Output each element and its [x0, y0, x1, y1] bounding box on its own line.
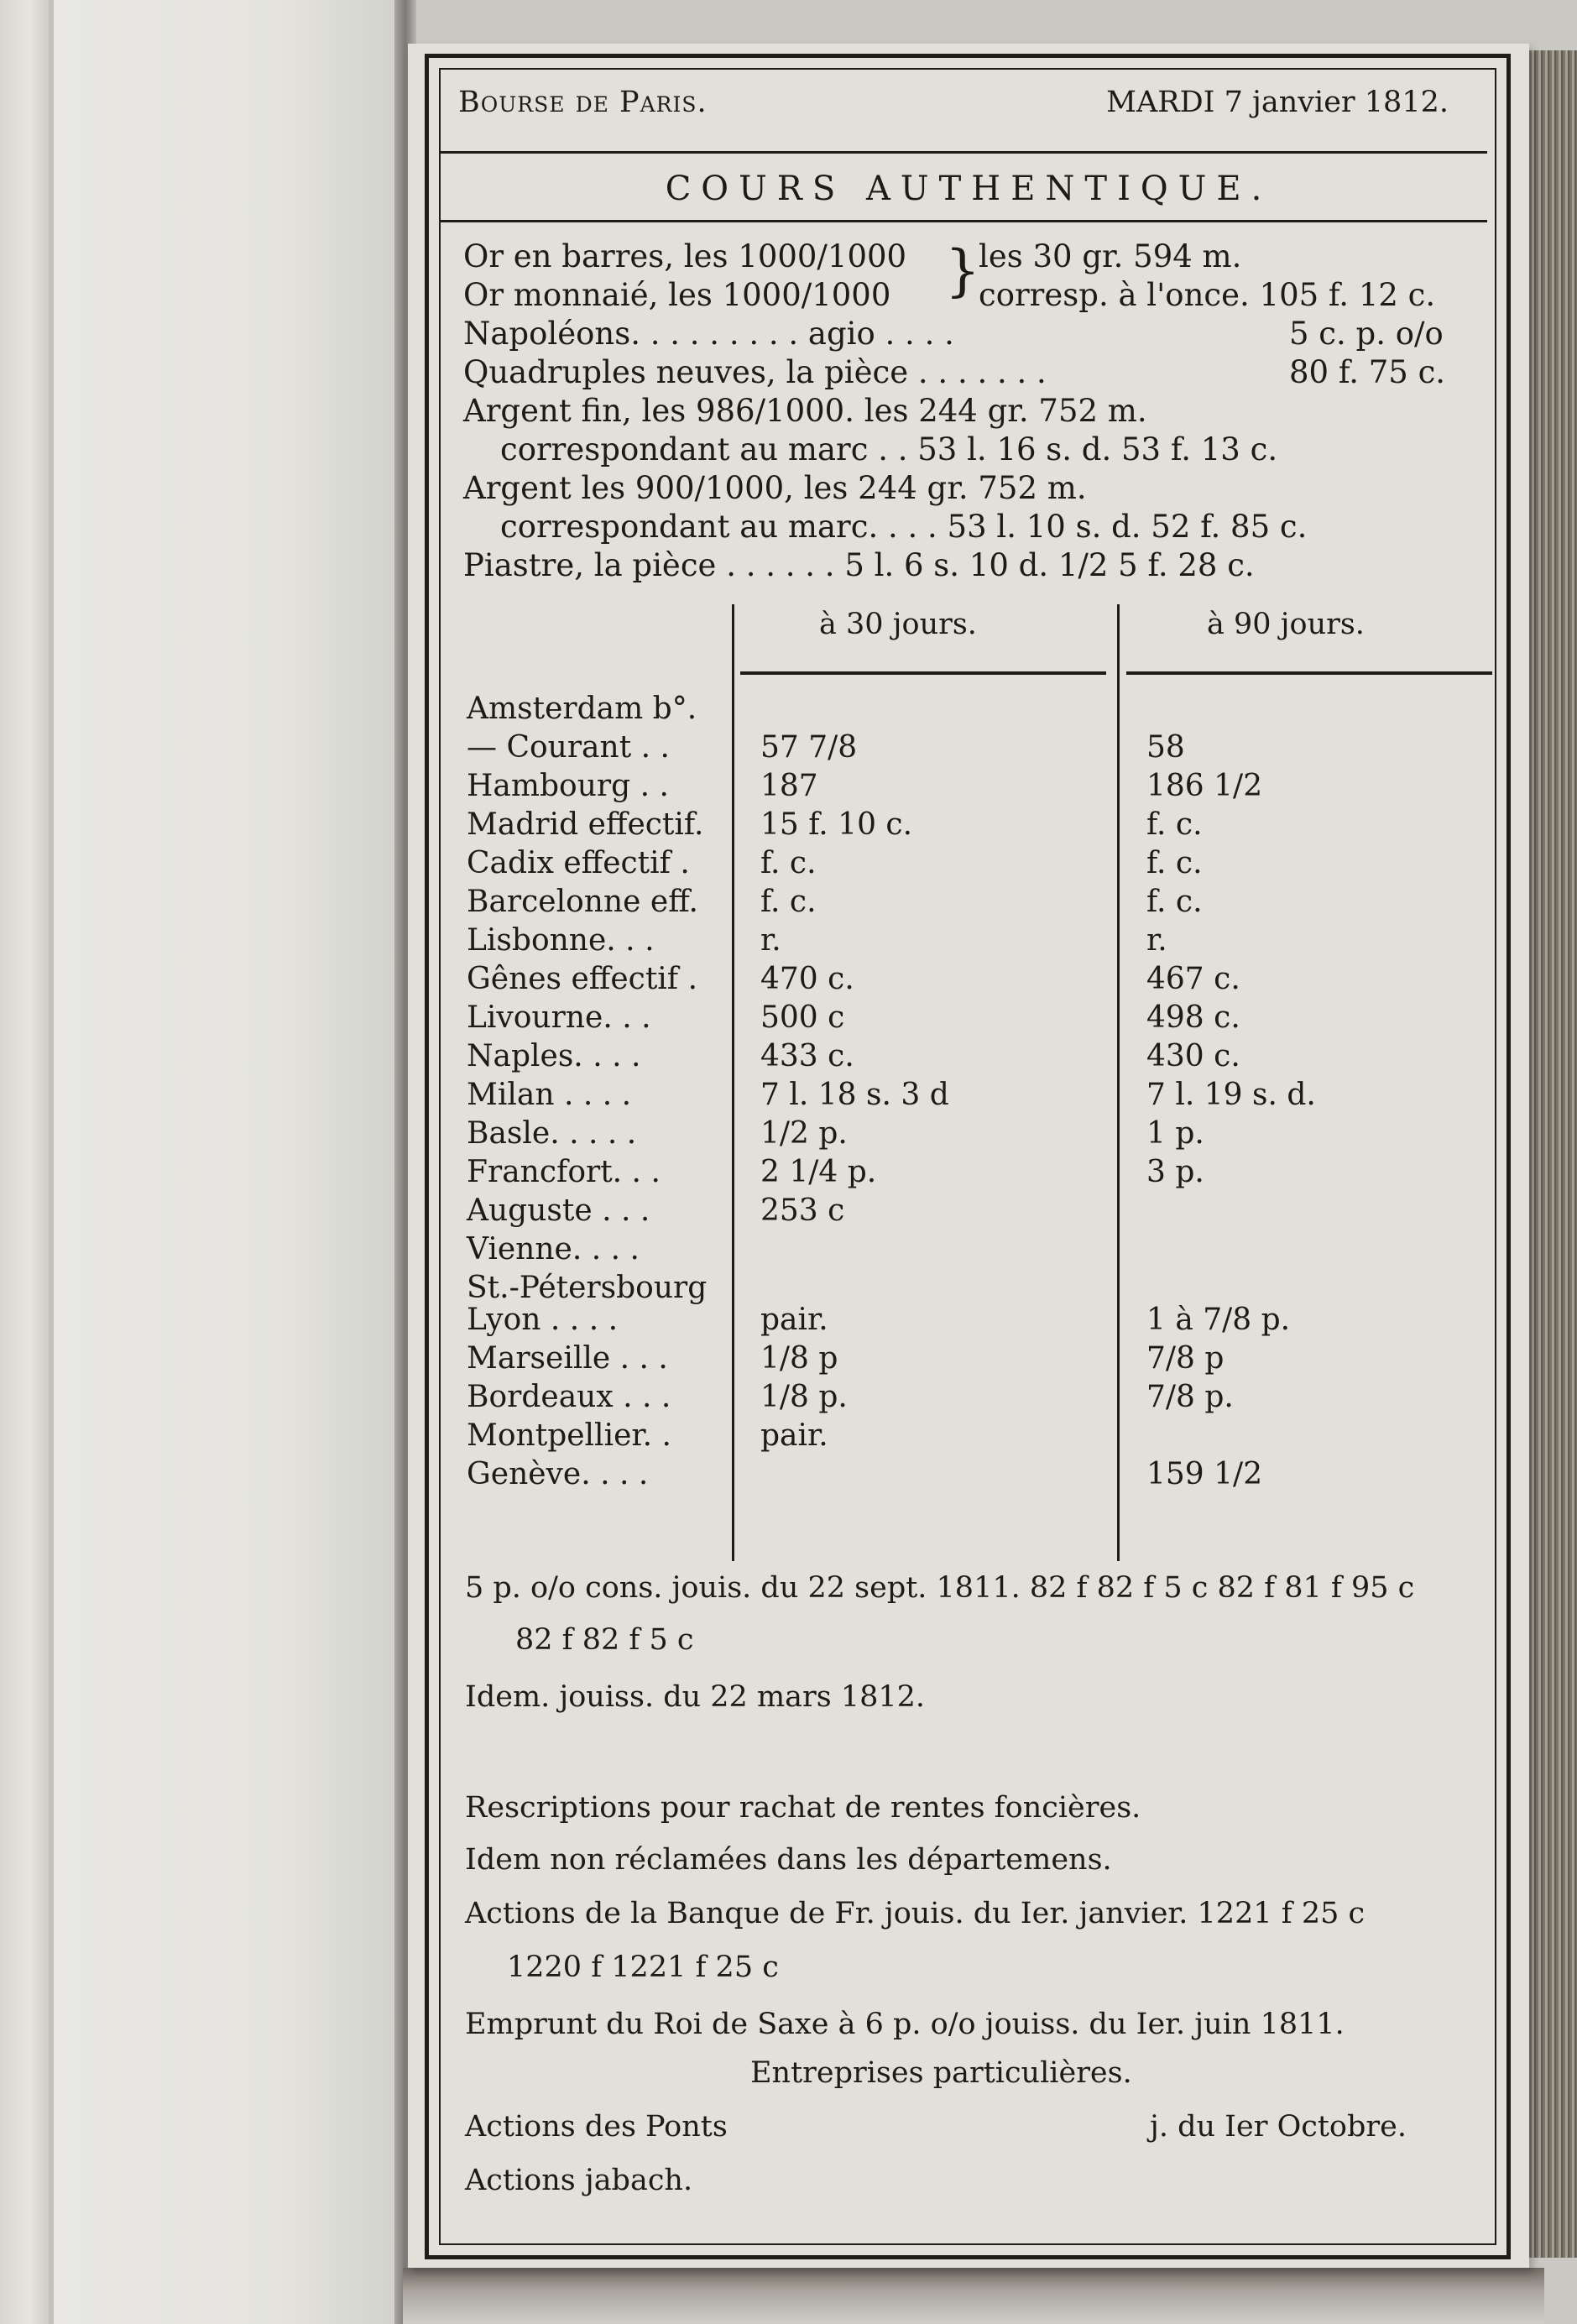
row-place: Amsterdam b°.: [467, 692, 697, 726]
metal-line: Napoléons. . . . . . . . . agio . . . .: [463, 316, 954, 352]
row-value-30: f. c.: [760, 885, 817, 919]
row-value-30: 2 1/4 p.: [760, 1155, 877, 1189]
table-divider-2: [1117, 604, 1120, 1561]
metal-line-right: corresp. à l'once. 105 f. 12 c.: [979, 277, 1436, 313]
row-place: Marseille . . .: [467, 1341, 668, 1376]
row-value-30: pair.: [760, 1418, 828, 1453]
row-place: Francfort. . .: [467, 1155, 661, 1189]
row-place: Lyon . . . .: [467, 1303, 619, 1337]
row-value-30: 57 7/8: [760, 730, 858, 765]
row-value-90: 467 c.: [1146, 962, 1240, 996]
banque-line: Actions de la Banque de Fr. jouis. du Ier. janvier. 1221 f 25 c: [465, 1897, 1366, 1930]
row-value-90: 7 l. 19 s. d.: [1146, 1078, 1316, 1112]
page-title: COURS AUTHENTIQUE.: [665, 170, 1272, 208]
row-value-30: 7 l. 18 s. 3 d: [760, 1078, 949, 1112]
bourse-page: [408, 44, 1529, 2268]
row-value-90: 186 1/2: [1146, 769, 1263, 803]
row-value-90: 3 p.: [1146, 1155, 1204, 1189]
header-date: MARDI 7 janvier 1812.: [1106, 86, 1449, 119]
row-place: Cadix effectif .: [467, 846, 690, 880]
entreprises-heading: Entreprises particulières.: [750, 2056, 1132, 2090]
metal-line: Argent les 900/1000, les 244 gr. 752 m.: [463, 470, 1087, 506]
row-place: Vienne. . . .: [467, 1232, 640, 1266]
left-page-strip: [0, 0, 49, 2324]
table-divider-1: [732, 604, 734, 1561]
metal-line-right: 5 c. p. o/o: [1289, 316, 1444, 352]
row-value-30: 433 c.: [760, 1039, 854, 1073]
column-rule-30: [740, 671, 1106, 675]
row-value-30: pair.: [760, 1303, 828, 1337]
metal-line-right: les 30 gr. 594 m.: [979, 238, 1242, 274]
row-value-30: 1/8 p.: [760, 1380, 848, 1414]
idem-line: Idem. jouiss. du 22 mars 1812.: [465, 1680, 926, 1714]
row-value-90: 430 c.: [1146, 1039, 1240, 1073]
metal-line: correspondant au marc . . 53 l. 16 s. d. 53 f. 13 c.: [500, 431, 1278, 467]
row-value-90: f. c.: [1146, 846, 1203, 880]
row-place: Auguste . . .: [467, 1193, 650, 1228]
row-place: Barcelonne eff.: [467, 885, 698, 919]
row-place: Montpellier. .: [467, 1418, 671, 1453]
column-header-90: à 90 jours.: [1207, 608, 1365, 641]
idem-non-line: Idem non réclamées dans les départemens.: [465, 1843, 1112, 1877]
row-place: Madrid effectif.: [467, 807, 704, 842]
header-left: Bourse de Paris.: [458, 86, 708, 119]
row-place: Lisbonne. . .: [467, 923, 655, 958]
row-value-90: 1 p.: [1146, 1116, 1204, 1151]
row-value-90: 58: [1146, 730, 1185, 765]
header-rule: [440, 151, 1487, 154]
row-place: Genève. . . .: [467, 1457, 649, 1491]
row-value-90: f. c.: [1146, 885, 1203, 919]
row-value-30: 15 f. 10 c.: [760, 807, 913, 842]
metal-line: Or en barres, les 1000/1000: [463, 238, 907, 274]
jabach-line: Actions jabach.: [465, 2164, 693, 2197]
column-header-30: à 30 jours.: [819, 608, 977, 641]
metal-line-right: 80 f. 75 c.: [1289, 354, 1446, 390]
page-edges: [1529, 50, 1577, 2258]
row-value-30: 1/8 p: [760, 1341, 838, 1376]
row-place: Bordeaux . . .: [467, 1380, 671, 1414]
banque-line-2: 1220 f 1221 f 25 c: [507, 1951, 779, 1984]
row-value-30: 253 c: [760, 1193, 845, 1228]
rentes-line-2: 82 f 82 f 5 c: [515, 1623, 694, 1657]
row-place: Basle. . . . .: [467, 1116, 637, 1151]
row-value-90: 159 1/2: [1146, 1457, 1263, 1491]
row-value-30: f. c.: [760, 846, 817, 880]
row-value-30: 187: [760, 769, 818, 803]
ponts-date: j. du Ier Octobre.: [1150, 2110, 1407, 2144]
emprunt-line: Emprunt du Roi de Saxe à 6 p. o/o jouiss. du Ier. juin 1811.: [465, 2008, 1345, 2041]
row-place: Naples. . . .: [467, 1039, 641, 1073]
metal-line: correspondant au marc. . . . 53 l. 10 s. d. 52 f. 85 c.: [500, 509, 1308, 545]
row-value-90: 1 à 7/8 p.: [1146, 1303, 1291, 1337]
row-value-30: 470 c.: [760, 962, 854, 996]
row-place: Milan . . . .: [467, 1078, 632, 1112]
metal-line: Or monnaié, les 1000/1000: [463, 277, 891, 313]
row-place: Hambourg . .: [467, 769, 669, 803]
left-blank-page: [0, 0, 401, 2324]
row-place: — Courant . .: [467, 730, 670, 765]
ponts-line: Actions des Ponts: [465, 2110, 728, 2144]
metal-line: Piastre, la pièce . . . . . . 5 l. 6 s. 10 d. 1/2 5 f. 28 c.: [463, 547, 1255, 583]
page-header: [458, 77, 1449, 128]
column-rule-90: [1126, 671, 1492, 675]
row-value-90: 498 c.: [1146, 1000, 1240, 1035]
row-value-90: r.: [1146, 923, 1167, 958]
metal-line: Quadruples neuves, la pièce . . . . . . .: [463, 354, 1047, 390]
title-rule: [440, 220, 1487, 222]
rescriptions-line: Rescriptions pour rachat de rentes foncières.: [465, 1791, 1141, 1825]
rentes-line: 5 p. o/o cons. jouis. du 22 sept. 1811. 82 f 82 f 5 c 82 f 81 f 95 c: [465, 1571, 1415, 1605]
row-value-30: 500 c: [760, 1000, 845, 1035]
book-bottom-edge: [403, 2268, 1544, 2324]
row-place: Gênes effectif .: [467, 962, 698, 996]
left-page-fold: [49, 0, 54, 2324]
row-value-90: 7/8 p: [1146, 1341, 1225, 1376]
row-place: St.-Pétersbourg: [467, 1271, 708, 1305]
brace-glyph: }: [945, 238, 980, 303]
metal-line: Argent fin, les 986/1000. les 244 gr. 752 m.: [463, 393, 1147, 429]
row-value-90: 7/8 p.: [1146, 1380, 1234, 1414]
row-value-90: f. c.: [1146, 807, 1203, 842]
row-value-30: r.: [760, 923, 781, 958]
row-place: Livourne. . .: [467, 1000, 651, 1035]
row-value-30: 1/2 p.: [760, 1116, 848, 1151]
